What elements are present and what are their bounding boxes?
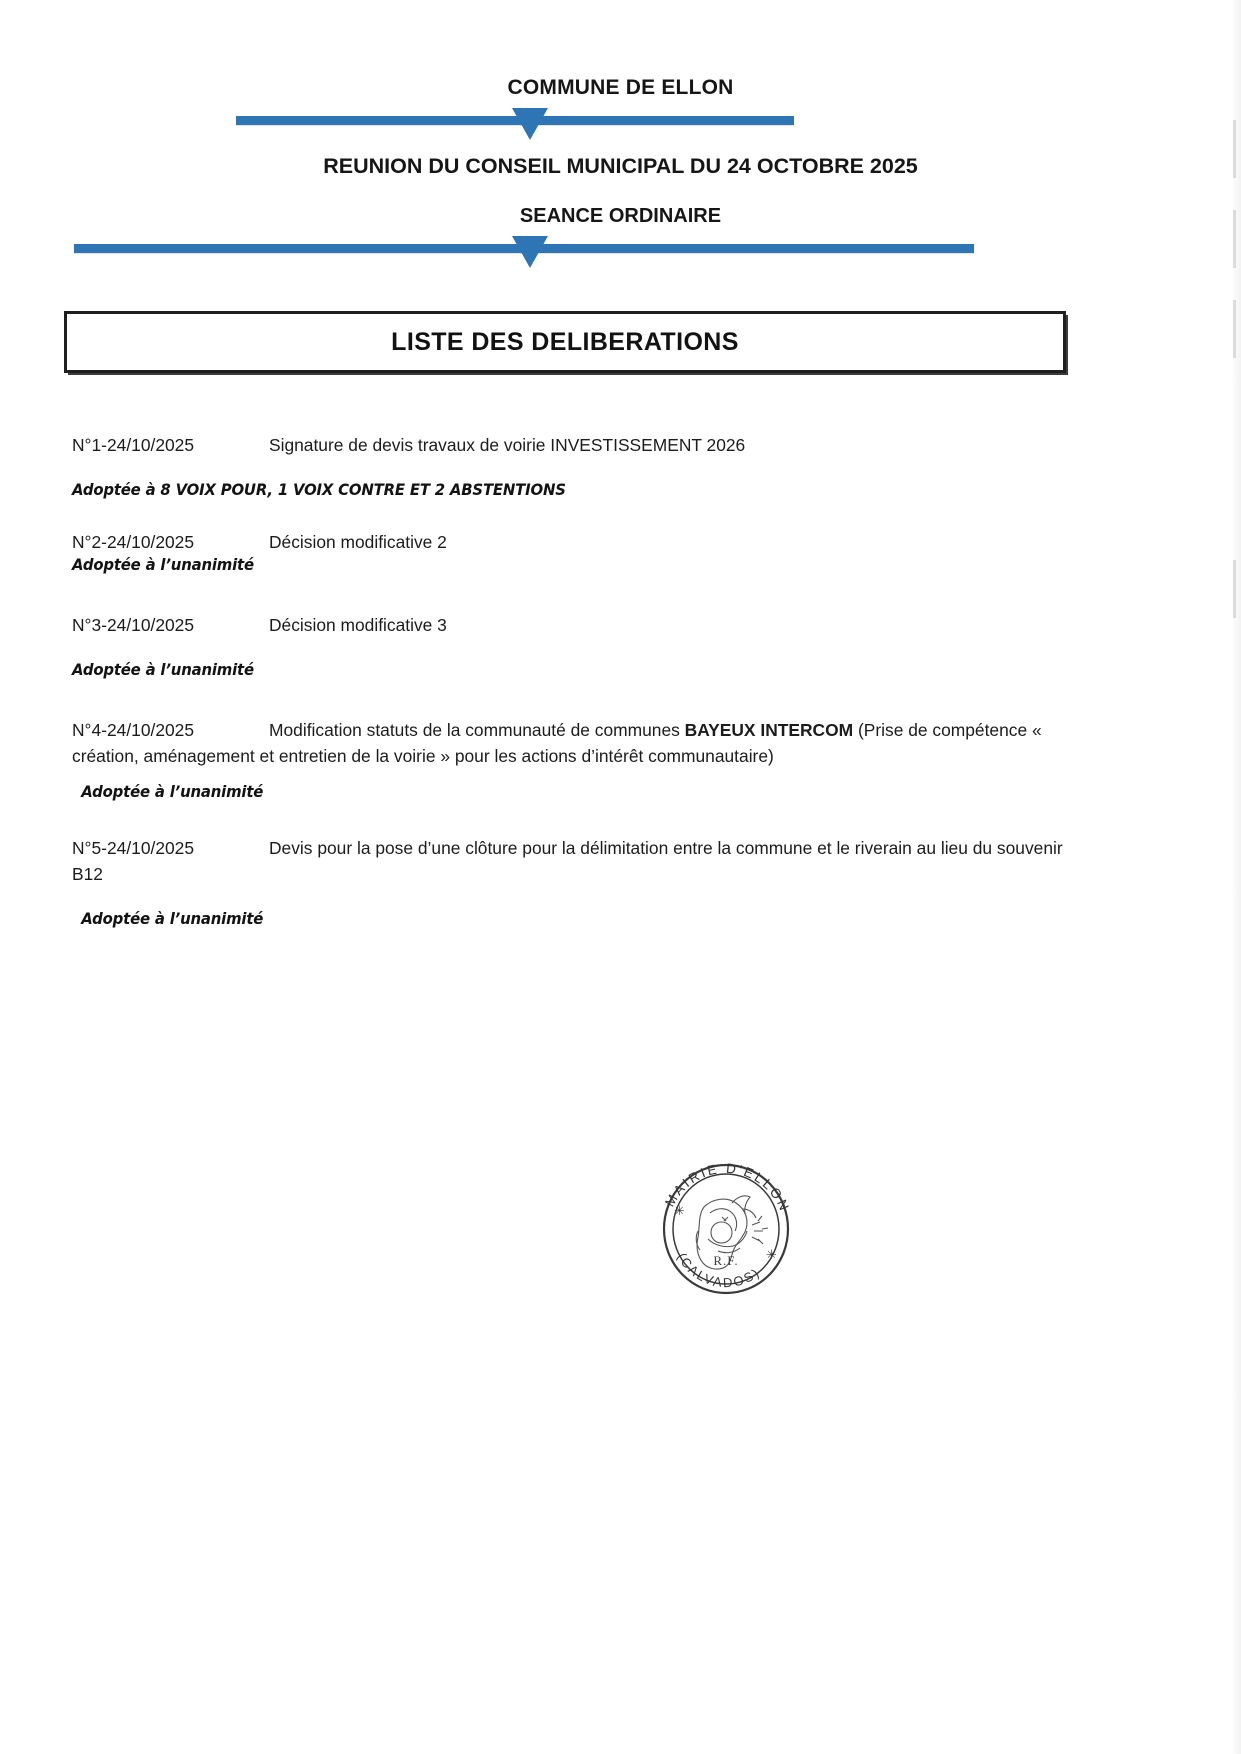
deliberation-subject-pre: Modification statuts de la communauté de communes [269, 720, 685, 741]
deliberations-title: LISTE DES DELIBERATIONS [391, 327, 739, 356]
deliberation-heading [72, 612, 1082, 638]
stamp-top-text: MAIRIE D'ELLON [662, 1160, 793, 1215]
deliberation-result: Adoptée à l’unanimité [81, 908, 264, 928]
svg-text:✳: ✳ [766, 1248, 777, 1263]
scan-artifact [1233, 300, 1236, 358]
deliberation-ref: N°4-24/10/2025 [72, 720, 195, 741]
scan-artifact [1233, 210, 1236, 268]
deliberation-result: Adoptée à 8 VOIX POUR, 1 VOIX CONTRE ET 2 ABSTENTIONS [72, 480, 566, 500]
scan-artifact [1233, 120, 1236, 178]
deliberation-ref: N°5-24/10/2025 [72, 837, 195, 858]
meeting-subtitle: REUNION DU CONSEIL MUNICIPAL DU 24 OCTOBRE 2025 [323, 154, 918, 178]
deliberation-ref: N°2-24/10/2025 [72, 532, 195, 553]
header-divider-1 [0, 100, 1241, 146]
session-subtitle: SEANCE ORDINAIRE [519, 205, 722, 227]
document-header [0, 0, 1241, 274]
list-item [72, 717, 1082, 800]
list-item [72, 432, 1082, 499]
deliberation-result: Adoptée à l’unanimité [72, 660, 254, 680]
deliberation-ref: N°3-24/10/2025 [72, 615, 195, 636]
deliberation-result: Adoptée à l’unanimité [81, 781, 264, 801]
svg-text:✳: ✳ [674, 1204, 685, 1219]
deliberations-title-box [64, 311, 1066, 373]
page-title: COMMUNE DE ELLON [507, 76, 734, 99]
deliberation-heading [72, 835, 1082, 887]
blue-triangle-bottom [512, 236, 548, 268]
blue-triangle-top [512, 108, 548, 140]
list-item [72, 835, 1082, 928]
official-stamp-icon [648, 1147, 804, 1307]
deliberation-subject-emphasis: BAYEUX INTERCOM [684, 720, 854, 741]
list-item [72, 529, 1082, 574]
deliberation-heading [72, 717, 1082, 769]
deliberation-subject-post: (Prise de compétence « création, aménagement et entretien de la voirie » pour les actions d’intérêt communautaire) [72, 720, 1042, 767]
deliberation-subject: Signature de devis travaux de voirie INVESTISSEMENT 2026 [269, 435, 746, 455]
deliberation-subject: Décision modificative 3 [269, 615, 447, 636]
deliberation-subject: Devis pour la pose d’une clôture pour la délimitation entre la commune et le riverain au lieu du souvenir B12 [72, 837, 1063, 884]
scan-artifact [1233, 560, 1236, 618]
deliberation-result: Adoptée à l’unanimité [72, 555, 254, 575]
header-divider-2 [0, 228, 1241, 274]
deliberations-list [72, 432, 1082, 928]
deliberation-subject: Décision modificative 2 [269, 532, 447, 553]
stamp-center-text: R.F. [713, 1253, 739, 1268]
deliberation-ref: N°1-24/10/2025 [72, 435, 195, 455]
deliberation-heading [72, 432, 1082, 458]
deliberation-heading [72, 529, 1082, 555]
list-item [72, 612, 1082, 679]
stamp-bottom-text: (CALVADOS) [674, 1250, 764, 1291]
